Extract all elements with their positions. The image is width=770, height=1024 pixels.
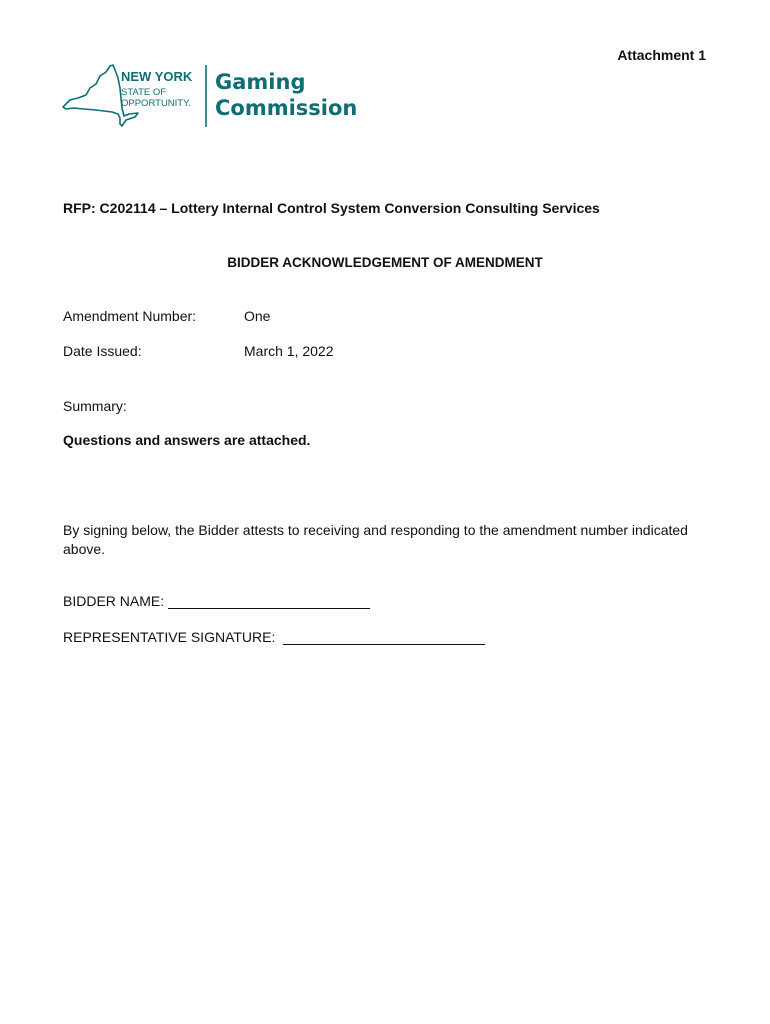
bidder-name-field[interactable]: [168, 593, 370, 609]
logo-state-line3: OPPORTUNITY.: [121, 98, 191, 109]
amendment-number-row: [63, 308, 270, 324]
date-issued-row: [63, 343, 334, 359]
summary-label: Summary:: [63, 398, 127, 414]
logo-agency-line2: Commission: [215, 96, 358, 120]
summary-text: Questions and answers are attached.: [63, 432, 311, 448]
attachment-label: Attachment 1: [617, 47, 706, 63]
date-issued-value: March 1, 2022: [244, 343, 334, 359]
logo-state-line2: STATE OF: [121, 87, 167, 98]
ny-gaming-commission-logo: [60, 62, 360, 132]
logo-agency-line1: Gaming: [215, 70, 306, 94]
amendment-number-value: One: [244, 308, 271, 324]
attestation-paragraph: By signing below, the Bidder attests to receiving and responding to the amendment number indicated above.: [63, 522, 688, 557]
amendment-number-label: Amendment Number:: [63, 308, 197, 324]
signature-field[interactable]: [283, 629, 485, 645]
date-issued-label: Date Issued:: [63, 343, 142, 359]
document-heading: BIDDER ACKNOWLEDGEMENT OF AMENDMENT: [227, 255, 543, 270]
rfp-title: RFP: C202114 – Lottery Internal Control System Conversion Consulting Services: [63, 200, 600, 216]
logo-state-line1: NEW YORK: [121, 69, 193, 84]
signature-row: [63, 629, 485, 645]
signature-label: REPRESENTATIVE SIGNATURE:: [63, 629, 276, 645]
bidder-name-row: [63, 593, 370, 609]
bidder-name-label: BIDDER NAME:: [63, 593, 165, 609]
